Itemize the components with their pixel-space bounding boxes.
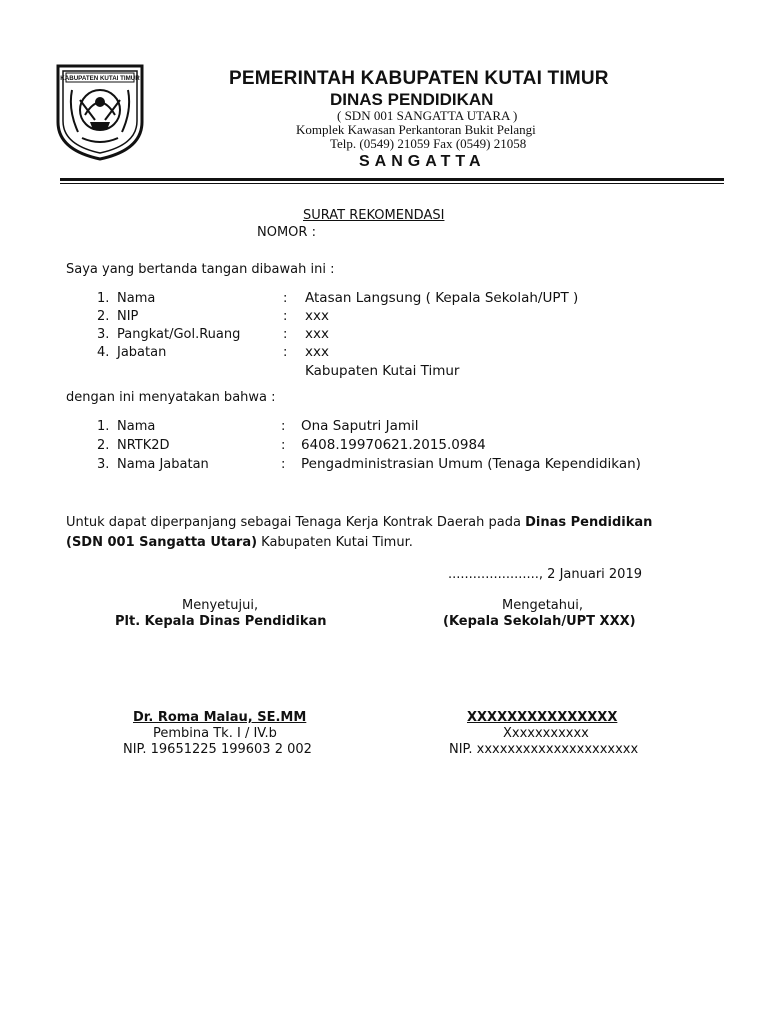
subject-row-value: Ona Saputri Jamil — [301, 418, 419, 434]
department-name: DINAS PENDIDIKAN — [330, 90, 494, 109]
kutai-timur-emblem-icon — [50, 60, 150, 162]
subject-row-sep: : — [281, 438, 286, 453]
letter-date: ......................, 2 Januari 2019 — [448, 567, 642, 582]
signer-row-value: Atasan Langsung ( Kepala Sekolah/UPT ) — [305, 290, 579, 306]
purpose-line-2 — [66, 535, 413, 550]
subject-row-label: NRTK2D — [117, 438, 170, 453]
declaration-text: dengan ini menyatakan bahwa : — [66, 390, 276, 405]
letter-number: NOMOR : — [257, 225, 316, 240]
signer-row-sep: : — [283, 309, 288, 324]
signer-row-no: 1. — [97, 291, 110, 306]
subject-row-label: Nama — [117, 419, 156, 434]
subject-row-sep: : — [281, 457, 286, 472]
right-sign-caption: Mengetahui, — [502, 598, 583, 613]
city-name: SANGATTA — [359, 153, 486, 170]
signer-row-no: 2. — [97, 309, 110, 324]
subject-row-no: 3. — [97, 457, 110, 472]
purpose-dept: Dinas Pendidikan — [525, 515, 653, 530]
signer-row-value: xxx — [305, 344, 329, 360]
signer-row-label: NIP — [117, 309, 139, 324]
left-sign-caption: Menyetujui, — [182, 598, 259, 613]
signer-row-value: xxx — [305, 326, 329, 342]
subject-row-sep: : — [281, 419, 286, 434]
logo-text: KABUPATEN KUTAI TIMUR — [60, 75, 140, 82]
signer-row-no: 4. — [97, 345, 110, 360]
signer-row-sep: : — [283, 327, 288, 342]
signer-row-value: xxx — [305, 308, 329, 324]
subject-row-no: 1. — [97, 419, 110, 434]
right-sign-nip: NIP. xxxxxxxxxxxxxxxxxxxxx — [449, 742, 639, 757]
signer-row-sep: : — [283, 345, 288, 360]
signer-row-no: 3. — [97, 327, 110, 342]
signer-row-label: Nama — [117, 291, 156, 306]
left-sign-name: Dr. Roma Malau, SE.MM — [133, 710, 307, 725]
purpose-region: Kabupaten Kutai Timur. — [257, 535, 413, 550]
subject-row-no: 2. — [97, 438, 110, 453]
purpose-line-1 — [66, 515, 652, 530]
signer-row-label: Jabatan — [117, 345, 167, 360]
signer-row-sep: : — [283, 291, 288, 306]
header-rule-thin — [60, 183, 724, 184]
left-sign-nip: NIP. 19651225 199603 2 002 — [123, 742, 312, 757]
office-address: Komplek Kawasan Perkantoran Bukit Pelangi — [296, 122, 536, 137]
office-phone: Telp. (0549) 21059 Fax (0549) 21058 — [330, 136, 527, 151]
purpose-text: Untuk dapat diperpanjang sebagai Tenaga Kerja Kontrak Daerah pada — [66, 515, 526, 530]
right-sign-name: XXXXXXXXXXXXXXX — [467, 710, 618, 725]
purpose-school: (SDN 001 Sangatta Utara) — [66, 535, 258, 550]
subject-row-label: Nama Jabatan — [117, 457, 209, 472]
right-sign-rank: Xxxxxxxxxxx — [503, 726, 589, 741]
signer-region: Kabupaten Kutai Timur — [305, 363, 460, 379]
letter-title: SURAT REKOMENDASI — [303, 208, 445, 223]
left-sign-role: Plt. Kepala Dinas Pendidikan — [115, 614, 327, 629]
left-sign-rank: Pembina Tk. I / IV.b — [153, 726, 277, 741]
intro-text: Saya yang bertanda tangan dibawah ini : — [66, 262, 335, 277]
signer-row-label: Pangkat/Gol.Ruang — [117, 327, 241, 342]
right-sign-role: (Kepala Sekolah/UPT XXX) — [443, 614, 636, 629]
government-name: PEMERINTAH KABUPATEN KUTAI TIMUR — [229, 68, 609, 89]
subject-row-value: Pengadministrasian Umum (Tenaga Kependidikan) — [301, 456, 641, 472]
subject-row-value: 6408.19970621.2015.0984 — [301, 437, 486, 453]
header-rule-thick — [60, 178, 724, 181]
school-name: ( SDN 001 SANGATTA UTARA ) — [337, 108, 518, 123]
